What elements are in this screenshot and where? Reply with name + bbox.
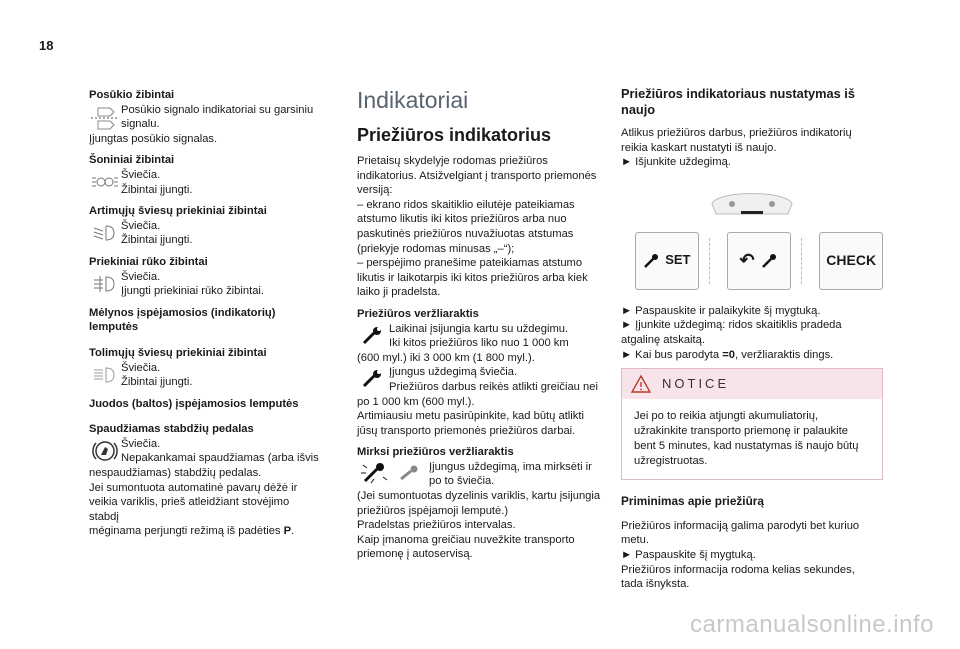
instrument-cluster-icon <box>707 184 797 220</box>
main-beam-block <box>89 346 319 390</box>
fog-line1: Šviečia. <box>121 270 161 283</box>
turn-line3: Įjungtas posūkio signalas. <box>89 132 218 145</box>
right-column <box>621 86 883 592</box>
reset-step2-cont: atgalinę atskaitą. <box>621 333 705 346</box>
wrench-block <box>357 307 618 438</box>
wrench-line4: Įjungus uždegimą šviečia. <box>389 366 518 379</box>
wrench-icon-2 <box>357 365 389 393</box>
dipped-beam-icon <box>89 219 121 247</box>
watermark: carmanualsonline.info <box>690 611 934 638</box>
brake-line2: Nepakankamai spaudžiamas (arba išvis <box>121 452 319 465</box>
notice-line2: užrakinkite transporto priemonę ir palaukite <box>634 425 848 438</box>
instrument-panel-figure <box>621 184 883 222</box>
fog-light-icon <box>89 270 121 298</box>
blue-warning-heading: Mėlynos įspėjamosios (indikatorių) lemputės <box>89 306 276 334</box>
wrench-icon <box>357 322 389 350</box>
dipped-line2: Žibintai įjungti. <box>121 234 193 247</box>
wrench-line1: Laikinai įsijungia kartu su uždegimu. <box>389 322 569 335</box>
wrench-line2: Iki kitos priežiūros liko nuo 1 000 km <box>389 337 569 350</box>
dipped-line1: Šviečia. <box>121 219 161 232</box>
wrench-title: Priežiūros veržliaraktis <box>357 307 479 320</box>
reset-step2: ► Įjunkite uždegimą: ridos skaitiklis pradeda <box>621 319 842 332</box>
side-lights-icon <box>89 168 121 196</box>
flashing-wrench-icon <box>357 460 429 488</box>
flash-line3: (Jei sumontuotas dyzelinis variklis, kartu įsijungia <box>357 490 601 503</box>
main-beam-icon <box>89 361 121 389</box>
side-line1: Šviečia. <box>121 168 161 181</box>
notice-line1: Jei po to reikia atjungti akumuliatorių, <box>634 410 819 423</box>
flashing-wrench-block <box>357 445 618 562</box>
side-line2: Žibintai įjungti. <box>121 183 193 196</box>
flash-line4: priežiūros įspėjamoji lemputė.) <box>357 504 509 517</box>
middle-column <box>357 86 618 569</box>
reset-step1: ► Paspauskite ir palaikykite šį mygtuką. <box>621 304 821 317</box>
flash-line2: po to šviečia. <box>429 475 495 488</box>
set-button[interactable]: SET <box>635 232 699 290</box>
reminder-line1: Priežiūros informaciją galima parodyti bet kuriuo <box>621 519 860 532</box>
brake-pedal-title: Spaudžiamas stabdžių pedalas <box>89 423 254 436</box>
turn-signals-block <box>89 88 319 146</box>
turn-line2: signalu. <box>121 118 160 131</box>
wrench-line7: Artimiausiu metu pasirūpinkite, kad būtų atlikti <box>357 410 584 423</box>
dipped-beam-block <box>89 204 319 248</box>
turn-line1: Posūkio signalo indikatoriai su garsiniu <box>121 103 314 116</box>
wrench-line3: (600 myl.) iki 3 000 km (1 800 myl.). <box>357 351 535 364</box>
brake-line6: méginama perjungti režimą iš padėties P. <box>89 525 295 538</box>
brake-line5: veikia variklis, prieš atleidžiant stovėjimo stabdį <box>89 496 290 523</box>
return-arrow-icon: ↶ <box>739 250 755 271</box>
turn-signals-title: Posūkio žibintai <box>89 89 175 101</box>
reminder-title: Priminimas apie priežiūrą <box>621 494 764 509</box>
intro-text: Prietaisų skydelyje rodomas priežiūros indikatorius. Atsižvelgiant į transporto priemonės versiją: – ekrano ridos skaitiklio eilutėje pateikiamas atstumo likutis iki kitos priežiūros arba nuo paskutinės priežiūros nuvažiuotas atstumas (priekyje rodomas minusas „–“); – perspėjimo pranešime pateikiamas atstumo likutis ir laikotarpis iki kitos priežiūros arba kiek laiko ji pradelsta. <box>357 155 597 299</box>
wrench-line6: po 1 000 km (600 myl.). <box>357 395 475 408</box>
wrench-icon <box>761 253 779 269</box>
brake-pedal-block <box>89 422 319 539</box>
fog-lights-block <box>89 255 319 299</box>
wrench-line5: Priežiūros darbus reikės atlikti greičiau nei <box>389 380 598 393</box>
wrench-line8: jūsų transporto priemonės priežiūros darbai. <box>357 424 576 437</box>
brake-line1: Šviečia. <box>121 437 161 450</box>
flash-line5: Pradelstas priežiūros intervalas. <box>357 519 516 532</box>
reminder-line4: Priežiūros informacija rodoma kelias sekundes, <box>621 563 855 576</box>
side-lights-block <box>89 153 319 197</box>
back-wrench-button[interactable] <box>727 232 791 290</box>
notice-line4: užregistruotas. <box>634 455 708 468</box>
dipped-beam-title: Artimųjų šviesų priekiniai žibintai <box>89 205 267 218</box>
brake-line3: nespaudžiamas) stabdžių pedalas. <box>89 467 262 480</box>
reset-step3: ► Kai bus parodyta =0, veržliaraktis dings. <box>621 348 834 361</box>
main-line1: Šviečia. <box>121 361 161 374</box>
reminder-line2: metu. <box>621 534 649 547</box>
check-button[interactable]: CHECK <box>819 232 883 290</box>
flashing-wrench-title: Mirksi priežiūros veržliaraktis <box>357 446 514 459</box>
main-beam-title: Tolimųjų šviesų priekiniai žibintai <box>89 346 267 359</box>
flash-line6: Kaip įmanoma greičiau nuvežkite transporto <box>357 533 575 546</box>
brake-foot-icon <box>89 437 121 465</box>
reset-text2: reikia kaskart nustatyti iš naujo. <box>621 141 777 154</box>
fog-lights-title: Priekiniai rūko žibintai <box>89 255 208 268</box>
reset-text1: Atlikus priežiūros darbus, priežiūros indikatorių <box>621 127 852 139</box>
service-indicator-title: Priežiūros indikatorius <box>357 125 552 145</box>
reminder-line5: tada išnyksta. <box>621 578 690 591</box>
notice-box <box>621 368 883 480</box>
reset-buttons-figure <box>621 232 883 290</box>
warning-triangle-icon <box>630 374 652 394</box>
page-number: 18 <box>39 38 54 53</box>
notice-line3: bent 5 minutes, kad nustatymas iš naujo būtų <box>634 440 859 453</box>
main-line2: Žibintai įjungti. <box>121 376 193 389</box>
left-column <box>89 88 319 546</box>
flash-line7: priemonę į autoservisą. <box>357 548 473 561</box>
fog-line2: Įjungti priekiniai rūko žibintai. <box>121 285 265 298</box>
flash-line1: Įjungus uždegimą, ima mirksėti ir <box>429 460 592 473</box>
reset-title: Priežiūros indikatoriaus nustatymas iš naujo <box>621 86 855 117</box>
brake-line4: Jei sumontuota automatinė pavarų dėžė ir <box>89 481 298 494</box>
section-title: Indikatoriai <box>357 87 469 113</box>
notice-title: NOTICE <box>662 375 730 391</box>
reset-step-ignition-off: ► Išjunkite uždegimą. <box>621 156 731 169</box>
wrench-icon <box>643 253 661 269</box>
side-lights-title: Šoniniai žibintai <box>89 154 175 167</box>
reminder-line3: ► Paspauskite šį mygtuką. <box>621 548 756 561</box>
turn-signal-icon <box>89 103 121 131</box>
black-warning-heading: Juodos (baltos) įspėjamosios lemputės <box>89 397 299 410</box>
